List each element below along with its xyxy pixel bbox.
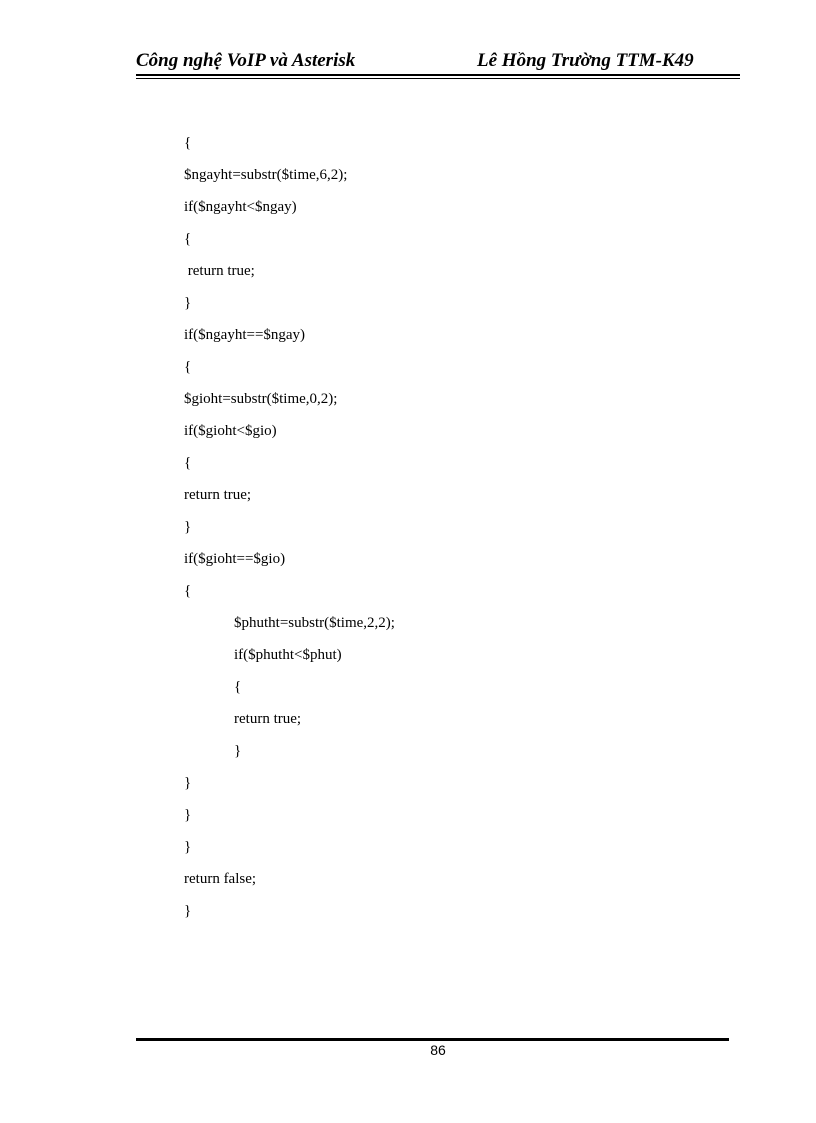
code-line: if($gioht<$gio) — [184, 423, 277, 439]
code-block — [184, 0, 684, 1000]
code-line: if($gioht==$gio) — [184, 551, 286, 567]
code-line: return false; — [184, 871, 257, 887]
page-number: 86 — [430, 1042, 446, 1058]
code-line: return true; — [234, 711, 302, 727]
code-line: } — [234, 743, 242, 759]
code-line: if($ngayht<$ngay) — [184, 199, 297, 215]
code-line: $ngayht=substr($time,6,2); — [184, 167, 348, 183]
code-line: { — [184, 455, 192, 471]
code-line: { — [184, 359, 192, 375]
code-line: { — [184, 231, 192, 247]
code-line: } — [184, 295, 192, 311]
code-line: if($phutht<$phut) — [234, 647, 342, 663]
code-line: } — [184, 903, 192, 919]
code-line: } — [184, 775, 192, 791]
code-line: return true; — [184, 487, 252, 503]
code-line: { — [184, 583, 192, 599]
header-document-title: Công nghệ VoIP và Asterisk — [136, 50, 356, 71]
code-line: if($ngayht==$ngay) — [184, 327, 306, 343]
code-line: } — [184, 839, 192, 855]
code-line: { — [234, 679, 242, 695]
header-author: Lê Hồng Trường TTM-K49 — [477, 50, 694, 71]
code-line: { — [184, 135, 192, 151]
code-line: $phutht=substr($time,2,2); — [234, 615, 395, 631]
code-line: $gioht=substr($time,0,2); — [184, 391, 338, 407]
code-line: } — [184, 807, 192, 823]
code-line: } — [184, 519, 192, 535]
code-line: return true; — [184, 263, 255, 279]
